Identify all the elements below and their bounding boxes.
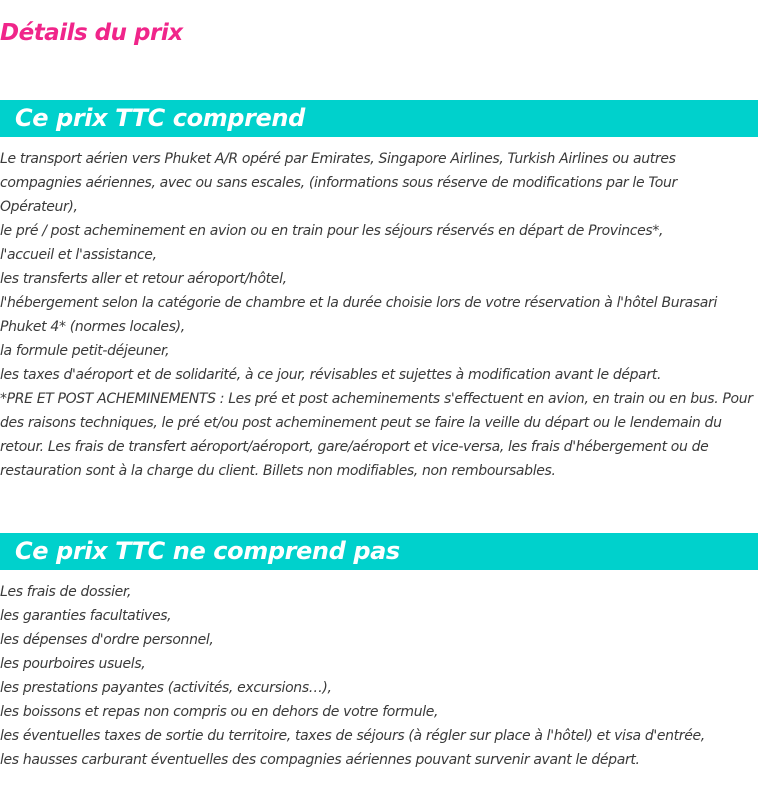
includes-item: Le transport aérien vers Phuket A/R opéré par Emirates, Singapore Airlines, Turkish Airlines ou autres compagnies aériennes, avec ou sans escales, (informations sous réserve de modifications par le Tour Opérateur), (0, 151, 677, 215)
excludes-item: les prestations payantes (activités, excursions…), (0, 680, 332, 696)
transfer-note-text: *PRE ET POST ACHEMINEMENTS : Les pré et post acheminements s'effectuent en avion, en train ou en bus. Pour des raisons techniques, le pré et/ou post acheminement peut se faire la veille du départ ou le lendemain du retour. Les frais de transfert aéroport/aéroport, gare/aéroport et vice-versa, les frais d'hébergement ou de restauration sont à la charge du client. Billets non modifiables, non remboursables. (0, 391, 753, 479)
includes-item: les transferts aller et retour aéroport/hôtel, (0, 271, 287, 287)
includes-item: l'accueil et l'assistance, (0, 247, 157, 263)
excludes-item: les hausses carburant éventuelles des compagnies aériennes pouvant survenir avant le départ. (0, 752, 640, 768)
page-title: Détails du prix (0, 20, 183, 46)
excludes-heading-bar (0, 533, 758, 570)
includes-item: la formule petit-déjeuner, (0, 343, 170, 359)
excludes-item: les dépenses d'ordre personnel, (0, 632, 214, 648)
excludes-heading: Ce prix TTC ne comprend pas (15, 537, 400, 565)
excludes-item: les pourboires usuels, (0, 656, 146, 672)
excludes-item: les boissons et repas non compris ou en dehors de votre formule, (0, 704, 439, 720)
includes-list (0, 147, 758, 387)
includes-heading-bar (0, 100, 758, 137)
includes-item: les taxes d'aéroport et de solidarité, à ce jour, révisables et sujettes à modification avant le départ. (0, 367, 662, 383)
excludes-list (0, 580, 758, 772)
includes-item: le pré / post acheminement en avion ou en train pour les séjours réservés en départ de Provinces*, (0, 223, 664, 239)
excludes-item: les éventuelles taxes de sortie du territoire, taxes de séjours (à régler sur place à l'hôtel) et visa d'entrée, (0, 728, 705, 744)
excludes-item: les garanties facultatives, (0, 608, 172, 624)
includes-heading: Ce prix TTC comprend (15, 104, 305, 132)
transfer-note (0, 387, 758, 483)
includes-item: l'hébergement selon la catégorie de chambre et la durée choisie lors de votre réservation à l'hôtel Burasari Phuket 4* (normes locales), (0, 295, 717, 335)
excludes-item: Les frais de dossier, (0, 584, 132, 600)
